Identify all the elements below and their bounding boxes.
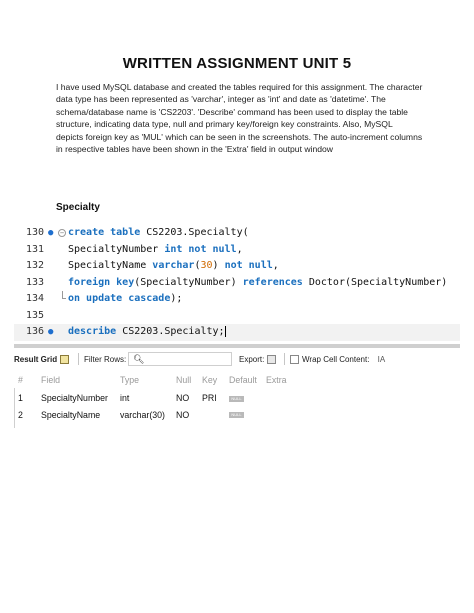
sql-text: Doctor(SpecialtyNumber)	[302, 276, 448, 288]
table-cell: 1	[18, 393, 23, 403]
code-text	[68, 324, 226, 341]
wrap-toggle-icon[interactable]: IA	[377, 355, 386, 364]
paragraph-line: data type has been represented as 'varchar', integer as 'int' and date as 'datetime'. The	[56, 94, 386, 105]
wrap-label: Wrap Cell Content:	[302, 355, 370, 364]
result-grid-label: Result Grid	[14, 355, 58, 364]
column-header[interactable]: Field	[41, 375, 61, 385]
sql-text: (	[194, 260, 201, 271]
column-header[interactable]: Key	[202, 375, 218, 385]
line-number: 135	[25, 309, 44, 321]
code-text	[68, 242, 243, 259]
code-line[interactable]	[14, 291, 460, 308]
line-number: 134	[25, 293, 44, 304]
code-text	[68, 258, 279, 275]
document-title: WRITTEN ASSIGNMENT UNIT 5	[122, 55, 352, 72]
section-title: Specialty	[56, 202, 100, 213]
table-cell: PRI	[202, 393, 217, 403]
sql-text: );	[170, 293, 183, 304]
line-number: 136	[25, 326, 44, 337]
fold-end-icon	[62, 291, 66, 299]
line-number: 133	[25, 276, 44, 288]
search-icon: 🔍︎	[133, 354, 145, 364]
fold-toggle-icon[interactable]: −	[59, 229, 65, 237]
filter-rows-input[interactable]	[128, 352, 232, 366]
text-cursor	[225, 326, 226, 337]
sql-keyword: foreign key	[68, 276, 135, 288]
paragraph-line: I have used MySQL database and created the tables required for this assignment. The character	[56, 82, 423, 92]
wrap-icon	[290, 355, 299, 364]
code-text	[68, 291, 182, 308]
sql-text: ,	[236, 243, 243, 255]
column-header[interactable]: Extra	[266, 375, 287, 385]
code-line[interactable]	[14, 258, 460, 275]
table-row[interactable]	[14, 407, 264, 423]
table-cell: NO	[176, 393, 190, 403]
sql-text: CS2203.Specialty(	[140, 227, 249, 238]
column-header[interactable]: #	[18, 375, 23, 385]
table-cell: varchar(30)	[120, 409, 165, 420]
null-badge-label: NULL	[229, 396, 244, 402]
paragraph-line: depicts foreign key as 'MUL' which can be seen in the screenshots. The auto-increment columns	[56, 131, 423, 142]
sql-keyword: not null	[224, 260, 273, 271]
wrap-cell-content[interactable]	[290, 355, 385, 364]
table-cell: 2	[18, 409, 23, 420]
column-header[interactable]: Type	[120, 375, 140, 385]
export-icon	[267, 355, 276, 364]
paragraph-line: schema/database name is 'CS2203'. 'Describe' command has been used to display the table	[56, 106, 408, 117]
statement-marker-icon: ●	[48, 327, 54, 337]
code-text	[68, 225, 249, 242]
sql-number: 30	[200, 260, 213, 271]
sql-text: CS2203.Specialty;	[116, 326, 225, 337]
sql-keyword: describe	[68, 326, 117, 337]
sql-text: )	[212, 260, 225, 271]
code-text	[68, 275, 447, 292]
grid-header	[14, 372, 287, 388]
table-row[interactable]	[14, 390, 264, 406]
line-number: 131	[25, 243, 44, 255]
sql-keyword: int not null	[164, 243, 237, 255]
null-badge	[229, 407, 244, 423]
column-header[interactable]: Null	[176, 375, 192, 385]
sql-keyword: varchar	[152, 260, 195, 271]
result-grid-tab[interactable]	[14, 355, 69, 364]
sql-editor[interactable]	[14, 223, 460, 345]
export-button[interactable]	[239, 355, 276, 364]
code-line[interactable]	[14, 324, 460, 341]
null-badge	[229, 390, 244, 406]
result-toolbar	[14, 351, 460, 369]
table-cell: NO	[176, 409, 190, 420]
toolbar-divider	[284, 353, 285, 365]
filter-rows-label: Filter Rows:	[84, 355, 127, 364]
statement-marker-icon: ●	[48, 228, 54, 238]
paragraph-line: in respective tables have been shown in the 'Extra' field in output window	[56, 144, 334, 155]
sql-text: SpecialtyNumber	[68, 243, 165, 255]
code-line[interactable]	[14, 225, 460, 242]
sql-text: ,	[272, 260, 279, 271]
code-line[interactable]	[14, 275, 460, 292]
paragraph-line: structure, indicating data type, null and primary key/foreign key constraints. Also, MySQL	[56, 119, 393, 130]
sql-text: (SpecialtyNumber)	[134, 276, 243, 288]
line-number: 130	[25, 227, 44, 238]
column-header[interactable]: Default	[229, 375, 257, 385]
code-line[interactable]	[14, 242, 460, 259]
code-line[interactable]	[14, 308, 460, 325]
sql-keyword: create table	[68, 227, 141, 238]
sql-keyword: on update cascade	[68, 293, 171, 304]
editor-horizontal-scrollbar[interactable]	[14, 344, 460, 348]
export-label: Export:	[239, 355, 265, 364]
intro-paragraph	[56, 81, 426, 155]
grid-icon	[60, 355, 69, 364]
line-number: 132	[25, 260, 44, 271]
toolbar-divider	[78, 353, 79, 365]
null-badge-label: NULL	[229, 412, 244, 418]
table-cell: SpecialtyName	[41, 409, 101, 420]
table-cell: SpecialtyNumber	[41, 393, 108, 403]
sql-keyword: references	[242, 276, 303, 288]
table-cell: int	[120, 393, 130, 403]
sql-text: SpecialtyName	[68, 260, 153, 271]
